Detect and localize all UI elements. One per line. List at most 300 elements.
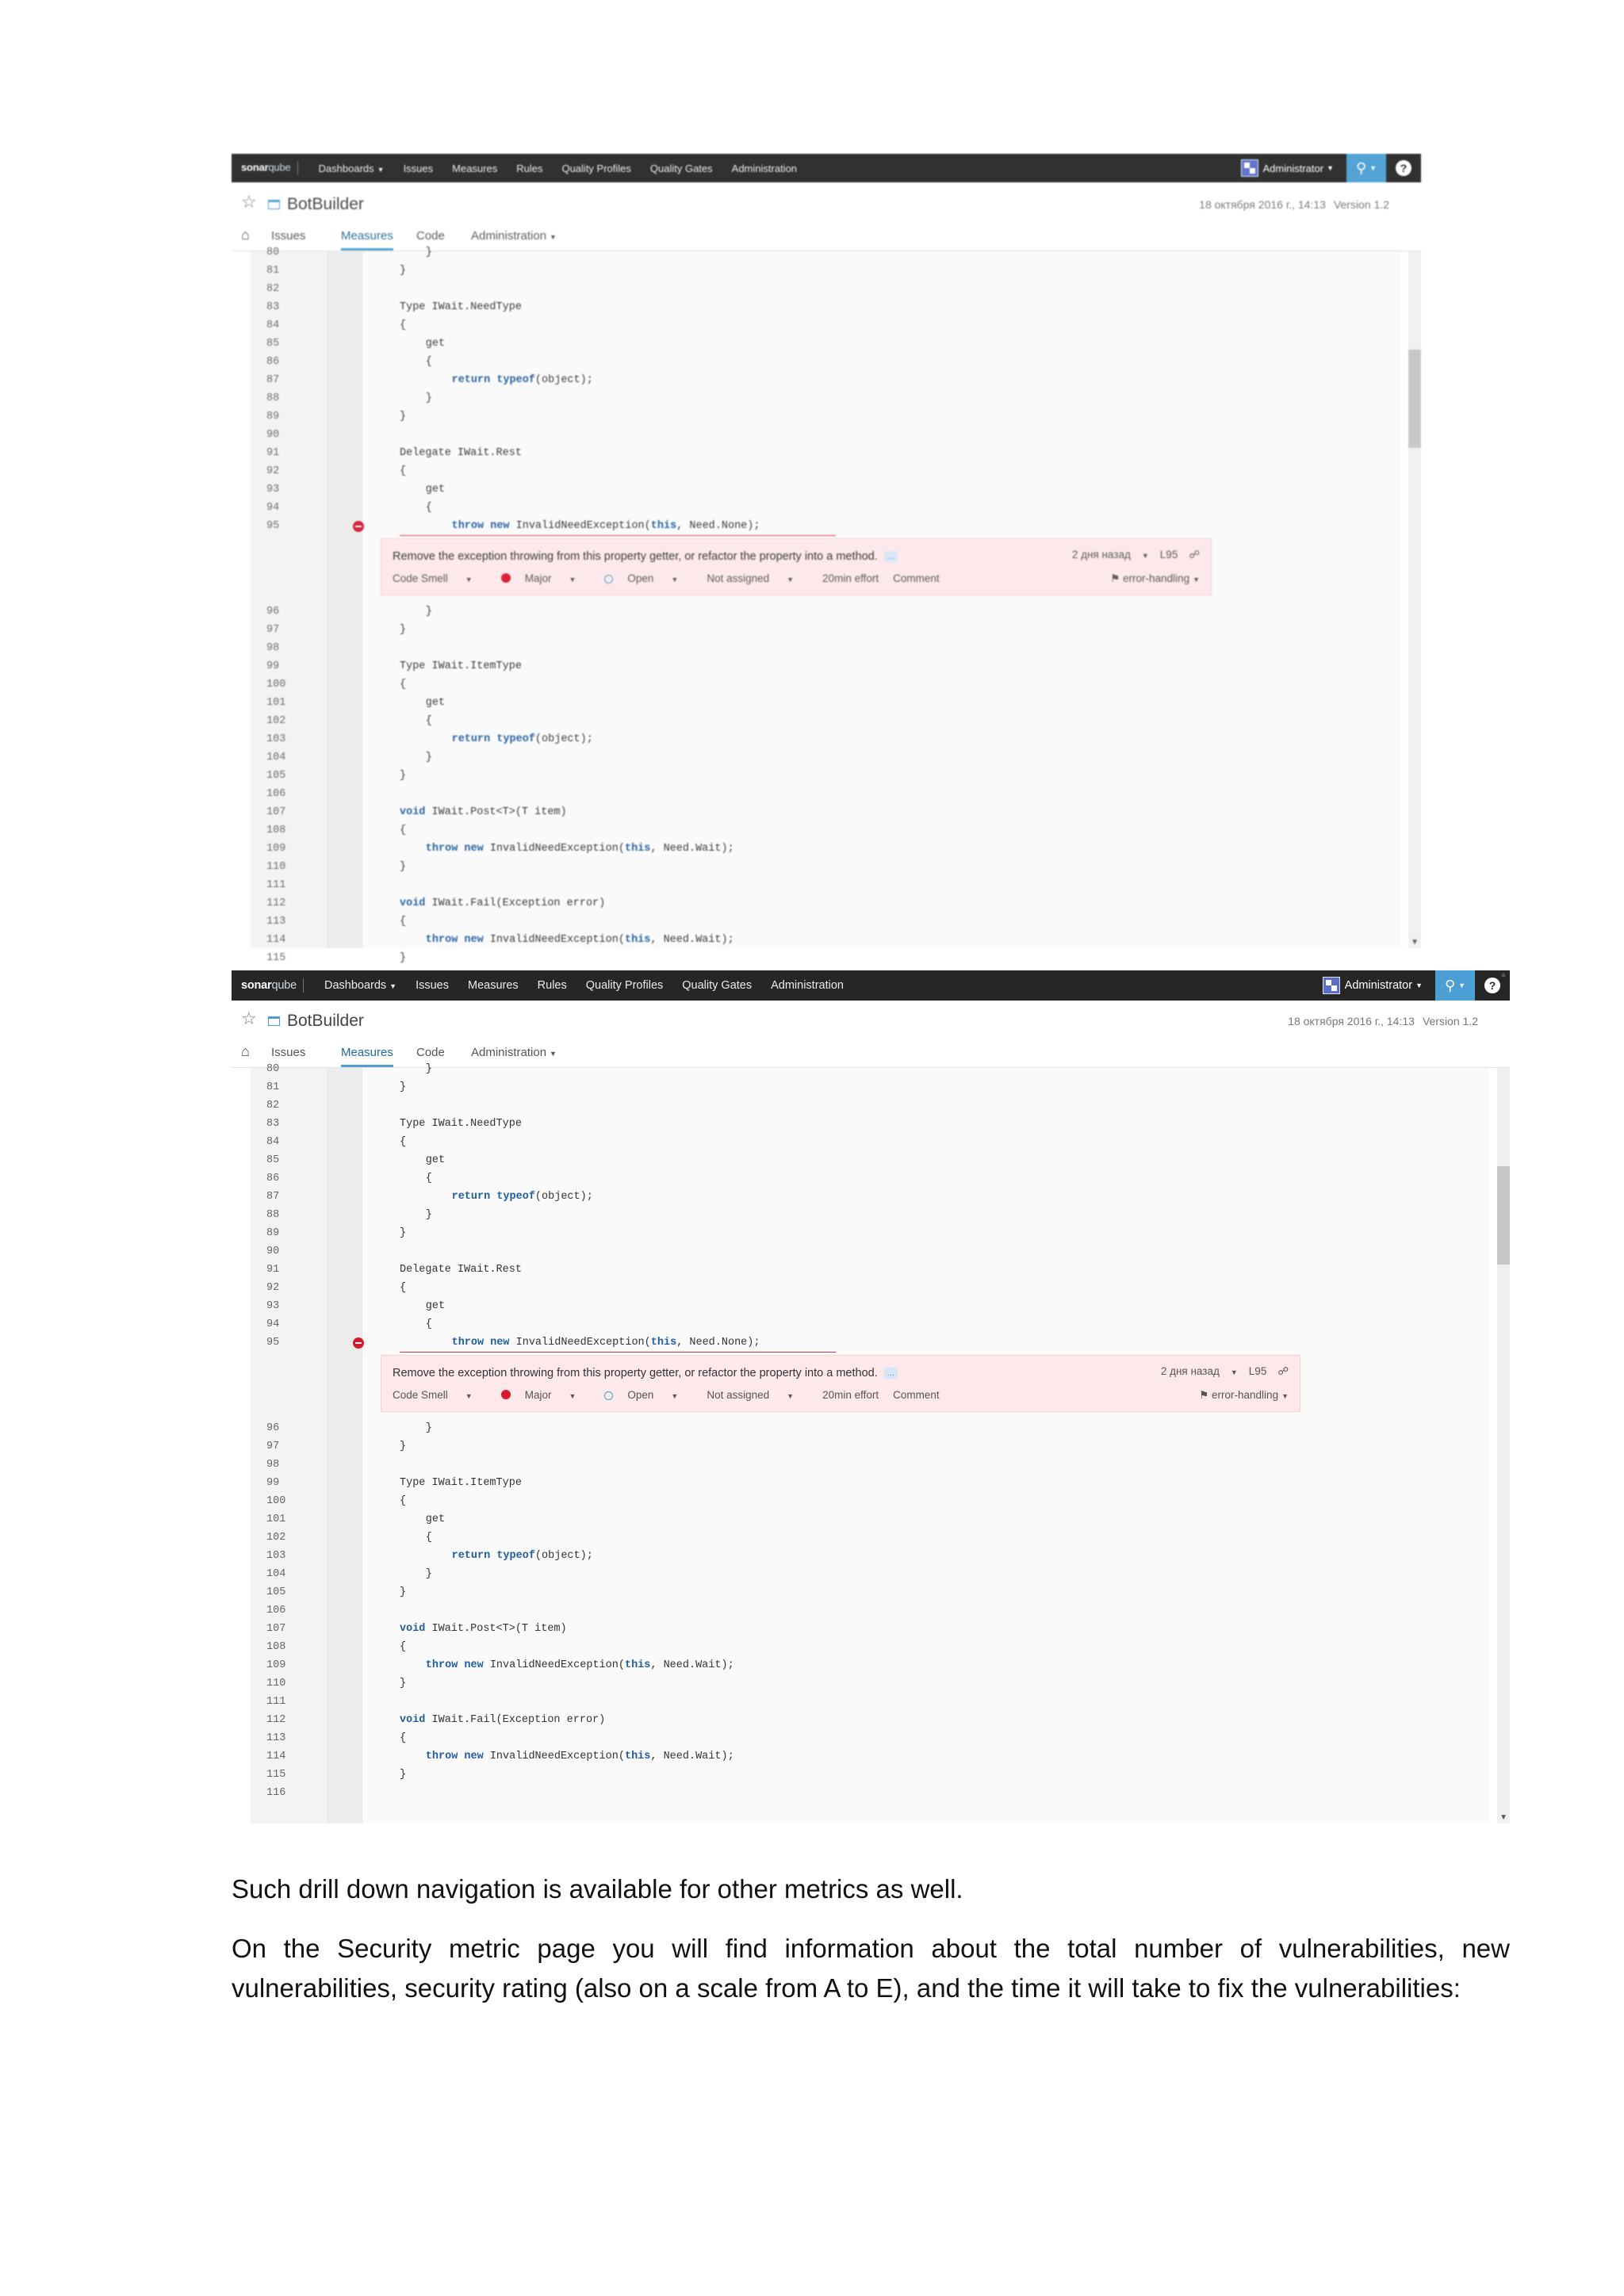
home-icon[interactable]: ⌂ bbox=[241, 227, 250, 243]
open-status-icon bbox=[604, 575, 613, 584]
caret-down-icon: ▼ bbox=[569, 576, 576, 584]
line-number: 82 bbox=[266, 1100, 280, 1112]
user-menu[interactable]: Administrator ▼ bbox=[1323, 977, 1423, 994]
line-number: 91 bbox=[266, 1264, 280, 1276]
code-line bbox=[251, 1134, 1489, 1152]
code-text: { bbox=[400, 679, 407, 691]
code-text: { bbox=[400, 916, 407, 928]
line-number: 93 bbox=[266, 484, 280, 496]
tab-item[interactable]: Code bbox=[416, 1046, 445, 1059]
issue-underline bbox=[400, 535, 836, 536]
caret-down-icon: ▼ bbox=[550, 1050, 557, 1058]
line-number: 82 bbox=[266, 283, 280, 295]
line-number: 106 bbox=[266, 788, 286, 800]
issue-type[interactable]: Code Smell ▼ bbox=[393, 1389, 473, 1401]
code-text: { bbox=[425, 356, 432, 368]
favorite-star-icon[interactable]: ☆ bbox=[241, 1008, 257, 1028]
code-line bbox=[251, 354, 1400, 372]
code-line bbox=[251, 895, 1400, 913]
scrollbar[interactable] bbox=[1408, 251, 1421, 948]
code-text: { bbox=[400, 1495, 407, 1507]
caret-down-icon: ▼ bbox=[465, 576, 473, 584]
tab-item[interactable]: Measures bbox=[341, 229, 393, 251]
screenshot-sharp bbox=[232, 970, 1510, 1823]
project-version: Version 1.2 bbox=[1333, 198, 1389, 211]
code-line bbox=[251, 622, 1400, 640]
nav-item[interactable]: Rules bbox=[516, 162, 543, 174]
code-text: } bbox=[425, 247, 432, 258]
line-number: 108 bbox=[266, 1641, 286, 1653]
code-text: get bbox=[425, 697, 446, 709]
nav-item[interactable]: Measures bbox=[468, 979, 519, 992]
caret-down-icon: ▼ bbox=[1141, 552, 1149, 560]
code-line bbox=[251, 1548, 1489, 1566]
code-line bbox=[251, 281, 1400, 299]
line-number: 92 bbox=[266, 1282, 280, 1294]
code-line bbox=[251, 1529, 1489, 1548]
search-icon: ⚲ bbox=[1355, 159, 1367, 176]
code-text: Type IWait.NeedType bbox=[400, 301, 522, 313]
line-number: 108 bbox=[266, 825, 286, 836]
code-line bbox=[251, 1621, 1489, 1639]
code-line bbox=[251, 877, 1400, 895]
issue-severity[interactable]: Major ▼ bbox=[501, 1389, 591, 1401]
code-text: get bbox=[425, 1513, 446, 1525]
line-number: 98 bbox=[266, 1459, 280, 1471]
sonarqube-logo[interactable]: sonarqube bbox=[241, 978, 304, 993]
line-number: 103 bbox=[266, 733, 286, 745]
line-number: 99 bbox=[266, 1477, 280, 1489]
help-icon: ? bbox=[1396, 160, 1411, 176]
code-line bbox=[251, 749, 1400, 767]
issue-message[interactable]: Remove the exception throwing from this property getter, or refactor the property into a method. ... bbox=[393, 1367, 898, 1380]
issue-underline bbox=[400, 1352, 836, 1353]
nav-item[interactable]: Dashboards ▼ bbox=[318, 162, 385, 174]
line-number: 99 bbox=[266, 660, 280, 672]
code-text: { bbox=[400, 465, 407, 477]
issue-line-ref[interactable]: L95 bbox=[1159, 549, 1178, 561]
code-text: Type IWait.ItemType bbox=[400, 1477, 522, 1489]
issue-line-ref[interactable]: L95 bbox=[1248, 1365, 1267, 1377]
project-icon bbox=[268, 1016, 280, 1026]
issue-type[interactable]: Code Smell ▼ bbox=[393, 572, 473, 584]
code-text: void IWait.Fail(Exception error) bbox=[400, 1714, 606, 1726]
issue-tags[interactable]: ⚑ error-handling ▼ bbox=[1110, 572, 1200, 584]
major-severity-icon bbox=[501, 1390, 511, 1399]
home-icon[interactable]: ⌂ bbox=[241, 1043, 250, 1059]
code-text: { bbox=[425, 1173, 432, 1184]
line-number: 86 bbox=[266, 356, 280, 368]
code-text: } bbox=[400, 411, 407, 423]
line-number: 81 bbox=[266, 1081, 280, 1093]
line-number: 87 bbox=[266, 1191, 280, 1203]
line-number: 110 bbox=[266, 1678, 286, 1689]
code-line bbox=[251, 786, 1400, 804]
line-number: 83 bbox=[266, 1118, 280, 1130]
code-text: { bbox=[400, 1732, 407, 1744]
nav-item[interactable]: Administration bbox=[731, 162, 798, 174]
code-text: Type IWait.ItemType bbox=[400, 660, 522, 672]
code-text: { bbox=[400, 1282, 407, 1294]
help-button[interactable] bbox=[1386, 154, 1421, 182]
scrollbar-thumb[interactable] bbox=[1497, 1166, 1510, 1265]
code-text: Delegate IWait.Rest bbox=[400, 1264, 522, 1276]
code-text: throw new InvalidNeedException(this, Need.Wait); bbox=[425, 843, 734, 855]
issue-assignee[interactable]: Not assigned ▼ bbox=[707, 572, 795, 584]
caret-down-icon: ▼ bbox=[377, 165, 385, 174]
code-line bbox=[251, 840, 1400, 859]
doc-paragraph-security: On the Security metric page you will find information about the total number of vulnerabilities, new vulnerabilities, security rating (also on a scale from A to E), and the time it will take to fix the vulnerabilities: bbox=[232, 1934, 1510, 2003]
code-line bbox=[251, 499, 1400, 518]
issue-assignee[interactable]: Not assigned ▼ bbox=[707, 1389, 795, 1401]
comment-link[interactable]: Comment bbox=[893, 572, 940, 584]
line-number: 84 bbox=[266, 1136, 280, 1148]
issue-effort: 20min effort bbox=[822, 1389, 879, 1401]
code-line bbox=[251, 1170, 1489, 1188]
tab-item[interactable]: Issues bbox=[271, 229, 306, 243]
tab-item[interactable]: Issues bbox=[271, 1046, 306, 1059]
code-text: get bbox=[425, 484, 446, 496]
nav-item[interactable]: Dashboards ▼ bbox=[324, 979, 397, 992]
analysis-date: 18 октября 2016 г., 14:13 bbox=[1199, 198, 1326, 211]
line-number: 83 bbox=[266, 301, 280, 313]
line-number: 93 bbox=[266, 1300, 280, 1312]
line-number: 97 bbox=[266, 624, 280, 636]
nav-item[interactable]: Issues bbox=[403, 162, 434, 174]
code-text: { bbox=[425, 1318, 432, 1330]
open-status-icon bbox=[604, 1391, 613, 1400]
line-number: 101 bbox=[266, 697, 286, 709]
tab-item[interactable]: Administration ▼ bbox=[471, 1046, 557, 1059]
code-text: } bbox=[400, 861, 407, 873]
caret-down-icon: ▼ bbox=[550, 233, 557, 241]
code-line bbox=[251, 695, 1400, 713]
code-line bbox=[251, 299, 1400, 317]
caret-down-icon: ▼ bbox=[1281, 1392, 1289, 1400]
nav-item[interactable]: Quality Profiles bbox=[561, 162, 631, 174]
issue-status[interactable]: Open ▼ bbox=[604, 572, 692, 584]
code-text: } bbox=[425, 1063, 432, 1075]
code-line bbox=[251, 822, 1400, 840]
code-line bbox=[251, 372, 1400, 390]
code-line bbox=[251, 731, 1400, 749]
line-number: 90 bbox=[266, 1246, 280, 1257]
analysis-meta bbox=[1199, 198, 1389, 211]
line-number: 116 bbox=[266, 1787, 286, 1799]
code-text: return typeof(object); bbox=[451, 1550, 593, 1562]
caret-down-icon: ▼ bbox=[1327, 164, 1334, 172]
code-text: get bbox=[425, 1300, 446, 1312]
code-text: } bbox=[425, 1209, 432, 1221]
code-text: { bbox=[425, 502, 432, 514]
screenshot-blurred bbox=[232, 154, 1421, 964]
more-options-icon[interactable]: ... bbox=[884, 1368, 898, 1379]
code-line bbox=[251, 1639, 1489, 1657]
caret-down-icon: ▼ bbox=[569, 1392, 576, 1400]
code-line bbox=[251, 1261, 1489, 1280]
issue-box[interactable] bbox=[381, 538, 1212, 595]
line-number: 91 bbox=[266, 447, 280, 459]
line-number: 95 bbox=[266, 1337, 280, 1349]
line-number: 80 bbox=[266, 1063, 280, 1075]
code-line bbox=[251, 658, 1400, 676]
line-number: 114 bbox=[266, 934, 286, 946]
line-number: 102 bbox=[266, 1532, 286, 1544]
caret-down-icon: ▼ bbox=[787, 1392, 795, 1400]
code-line bbox=[251, 1316, 1489, 1334]
line-number: 84 bbox=[266, 320, 280, 331]
code-line bbox=[251, 1712, 1489, 1730]
line-number: 96 bbox=[266, 1422, 280, 1434]
line-number: 110 bbox=[266, 861, 286, 873]
scroll-down-icon[interactable]: ▼ bbox=[1411, 938, 1419, 947]
line-number: 115 bbox=[266, 1769, 286, 1781]
code-text: } bbox=[425, 1422, 432, 1434]
code-line bbox=[251, 481, 1400, 499]
code-text: throw new InvalidNeedException(this, Need.Wait); bbox=[425, 1659, 734, 1671]
code-text: } bbox=[400, 1227, 407, 1239]
favorite-star-icon[interactable]: ☆ bbox=[241, 192, 257, 212]
link-icon[interactable]: ☍ bbox=[1189, 549, 1200, 561]
nav-item[interactable]: Measures bbox=[452, 162, 498, 174]
error-circle-icon[interactable] bbox=[353, 521, 364, 532]
code-text: { bbox=[400, 320, 407, 331]
code-line bbox=[251, 1438, 1489, 1456]
code-line bbox=[251, 244, 1400, 262]
line-number: 107 bbox=[266, 806, 286, 818]
issue-severity[interactable]: Major ▼ bbox=[501, 572, 591, 584]
nav-item[interactable]: Issues bbox=[416, 979, 449, 992]
line-number: 94 bbox=[266, 502, 280, 514]
code-text: { bbox=[400, 825, 407, 836]
code-line bbox=[251, 1243, 1489, 1261]
code-line bbox=[251, 713, 1400, 731]
code-text: } bbox=[400, 952, 407, 964]
sonarqube-logo[interactable]: sonarqube bbox=[241, 161, 298, 175]
code-line bbox=[251, 1188, 1489, 1207]
nav-item[interactable]: Administration bbox=[771, 979, 844, 992]
code-text: get bbox=[425, 338, 446, 350]
issue-age[interactable]: 2 дня назад ▼ bbox=[1071, 549, 1149, 561]
project-name[interactable]: BotBuilder bbox=[287, 1012, 364, 1030]
help-icon: ? bbox=[1484, 978, 1500, 993]
code-line bbox=[251, 1493, 1489, 1511]
code-viewer bbox=[232, 247, 1421, 964]
code-line bbox=[251, 1730, 1489, 1748]
line-number: 89 bbox=[266, 1227, 280, 1239]
tab-item[interactable]: Measures bbox=[341, 1046, 393, 1067]
user-menu[interactable]: Administrator ▼ bbox=[1241, 159, 1335, 177]
code-line bbox=[251, 1675, 1489, 1693]
line-number: 111 bbox=[266, 1696, 286, 1708]
caret-down-icon: ▼ bbox=[787, 576, 795, 584]
caret-down-icon: ▼ bbox=[671, 576, 679, 584]
line-number: 96 bbox=[266, 606, 280, 618]
code-text: { bbox=[400, 1136, 407, 1148]
issue-age[interactable]: 2 дня назад ▼ bbox=[1160, 1365, 1238, 1377]
search-button[interactable] bbox=[1346, 154, 1386, 182]
project-name[interactable]: BotBuilder bbox=[287, 195, 364, 213]
nav-item[interactable]: Quality Gates bbox=[649, 162, 713, 174]
code-text: return typeof(object); bbox=[451, 374, 593, 386]
project-version: Version 1.2 bbox=[1422, 1015, 1478, 1027]
line-number: 107 bbox=[266, 1623, 286, 1635]
scroll-down-icon[interactable]: ▼ bbox=[1500, 1813, 1507, 1822]
project-icon bbox=[268, 200, 280, 209]
code-line bbox=[251, 1298, 1489, 1316]
code-text: { bbox=[400, 1641, 407, 1653]
code-line bbox=[251, 518, 1400, 536]
code-line bbox=[251, 390, 1400, 408]
line-number: 88 bbox=[266, 1209, 280, 1221]
line-number: 104 bbox=[266, 752, 286, 763]
line-number: 95 bbox=[266, 520, 280, 532]
code-text: } bbox=[425, 752, 432, 763]
tab-item[interactable]: Administration ▼ bbox=[471, 229, 557, 243]
code-line bbox=[251, 1097, 1489, 1115]
code-text: throw new InvalidNeedException(this, Need.None); bbox=[451, 520, 760, 532]
code-line bbox=[251, 463, 1400, 481]
code-line bbox=[251, 1657, 1489, 1675]
code-line bbox=[251, 1748, 1489, 1766]
tag-icon: ⚑ bbox=[1110, 572, 1120, 584]
line-number: 90 bbox=[266, 429, 280, 441]
line-number: 98 bbox=[266, 642, 280, 654]
code-line bbox=[251, 1456, 1489, 1475]
issue-right-meta bbox=[1050, 549, 1200, 561]
avatar bbox=[1323, 977, 1340, 994]
code-line bbox=[251, 1152, 1489, 1170]
code-line bbox=[251, 932, 1400, 950]
code-text: } bbox=[400, 770, 407, 782]
code-viewer bbox=[232, 1063, 1510, 1823]
analysis-meta bbox=[1288, 1015, 1478, 1027]
line-number: 103 bbox=[266, 1550, 286, 1562]
caret-down-icon: ▼ bbox=[1193, 576, 1200, 584]
code-line bbox=[251, 1511, 1489, 1529]
code-line bbox=[251, 1061, 1489, 1079]
line-number: 109 bbox=[266, 1659, 286, 1671]
caret-down-icon: ▼ bbox=[671, 1392, 679, 1400]
line-number: 113 bbox=[266, 916, 286, 928]
code-text: } bbox=[425, 1568, 432, 1580]
line-number: 115 bbox=[266, 952, 286, 964]
code-text: throw new InvalidNeedException(this, Need.None); bbox=[451, 1337, 760, 1349]
line-number: 100 bbox=[266, 679, 286, 691]
code-text: return typeof(object); bbox=[451, 733, 593, 745]
code-text: } bbox=[400, 1441, 407, 1452]
line-number: 109 bbox=[266, 843, 286, 855]
code-text: Delegate IWait.Rest bbox=[400, 447, 522, 459]
code-text: } bbox=[425, 606, 432, 618]
caret-down-icon: ▼ bbox=[1458, 982, 1466, 989]
nav-item[interactable]: Quality Profiles bbox=[585, 979, 664, 992]
code-line bbox=[251, 859, 1400, 877]
code-line bbox=[251, 1785, 1489, 1803]
issue-tags[interactable]: ⚑ error-handling ▼ bbox=[1199, 1389, 1289, 1401]
issue-message[interactable]: Remove the exception throwing from this property getter, or refactor the property into a method. ... bbox=[393, 550, 898, 563]
line-number: 105 bbox=[266, 770, 286, 782]
issue-meta bbox=[393, 572, 954, 584]
more-options-icon[interactable]: ... bbox=[884, 551, 898, 562]
line-number: 87 bbox=[266, 374, 280, 386]
line-number: 112 bbox=[266, 897, 286, 909]
link-icon[interactable]: ☍ bbox=[1277, 1365, 1289, 1377]
code-text: { bbox=[425, 1532, 432, 1544]
top-navbar bbox=[232, 154, 1421, 182]
line-number: 104 bbox=[266, 1568, 286, 1580]
line-number: 97 bbox=[266, 1441, 280, 1452]
code-line bbox=[251, 427, 1400, 445]
caret-down-icon: ▼ bbox=[389, 982, 397, 990]
code-line bbox=[251, 317, 1400, 335]
code-line bbox=[251, 1280, 1489, 1298]
line-number: 89 bbox=[266, 411, 280, 423]
tab-item[interactable]: Code bbox=[416, 229, 445, 243]
code-line bbox=[251, 603, 1400, 622]
code-line bbox=[251, 1225, 1489, 1243]
project-header bbox=[232, 184, 1421, 224]
code-line bbox=[251, 1766, 1489, 1785]
code-text: } bbox=[400, 1081, 407, 1093]
scroll-up-icon[interactable]: ▲ bbox=[1500, 970, 1507, 979]
issue-status[interactable]: Open ▼ bbox=[604, 1389, 692, 1401]
line-number: 112 bbox=[266, 1714, 286, 1726]
scrollbar[interactable] bbox=[1497, 1068, 1510, 1823]
issue-meta bbox=[393, 1389, 954, 1401]
line-number: 80 bbox=[266, 247, 280, 258]
caret-down-icon: ▼ bbox=[465, 1392, 473, 1400]
analysis-date: 18 октября 2016 г., 14:13 bbox=[1288, 1015, 1415, 1027]
code-line bbox=[251, 640, 1400, 658]
code-text: } bbox=[400, 1678, 407, 1689]
code-text: throw new InvalidNeedException(this, Need.Wait); bbox=[425, 1751, 734, 1762]
code-line bbox=[251, 1584, 1489, 1602]
comment-link[interactable]: Comment bbox=[893, 1389, 940, 1401]
code-line bbox=[251, 1566, 1489, 1584]
issue-box[interactable] bbox=[381, 1355, 1300, 1412]
code-line bbox=[251, 1602, 1489, 1621]
search-button[interactable] bbox=[1435, 970, 1475, 1001]
line-number: 105 bbox=[266, 1586, 286, 1598]
scrollbar-thumb[interactable] bbox=[1408, 350, 1421, 448]
line-number: 101 bbox=[266, 1513, 286, 1525]
nav-item[interactable]: Quality Gates bbox=[682, 979, 753, 992]
line-number: 94 bbox=[266, 1318, 280, 1330]
error-circle-icon[interactable] bbox=[353, 1337, 364, 1349]
top-navbar bbox=[232, 970, 1510, 1001]
major-severity-icon bbox=[501, 573, 511, 583]
code-line bbox=[251, 335, 1400, 354]
line-number: 100 bbox=[266, 1495, 286, 1507]
code-line bbox=[251, 1334, 1489, 1353]
code-line bbox=[251, 445, 1400, 463]
caret-down-icon: ▼ bbox=[1369, 164, 1377, 172]
code-text: return typeof(object); bbox=[451, 1191, 593, 1203]
line-number: 106 bbox=[266, 1605, 286, 1617]
code-line bbox=[251, 950, 1400, 968]
doc-paragraph-drilldown: Such drill down navigation is available for other metrics as well. bbox=[232, 1874, 963, 1904]
code-line bbox=[251, 1475, 1489, 1493]
code-text: void IWait.Post<T>(T item) bbox=[400, 1623, 567, 1635]
code-text: throw new InvalidNeedException(this, Need.Wait); bbox=[425, 934, 734, 946]
code-text: } bbox=[400, 1769, 407, 1781]
code-line bbox=[251, 1207, 1489, 1225]
line-number: 88 bbox=[266, 392, 280, 404]
line-number: 81 bbox=[266, 265, 280, 277]
code-text: } bbox=[400, 1586, 407, 1598]
nav-item[interactable]: Rules bbox=[537, 979, 567, 992]
